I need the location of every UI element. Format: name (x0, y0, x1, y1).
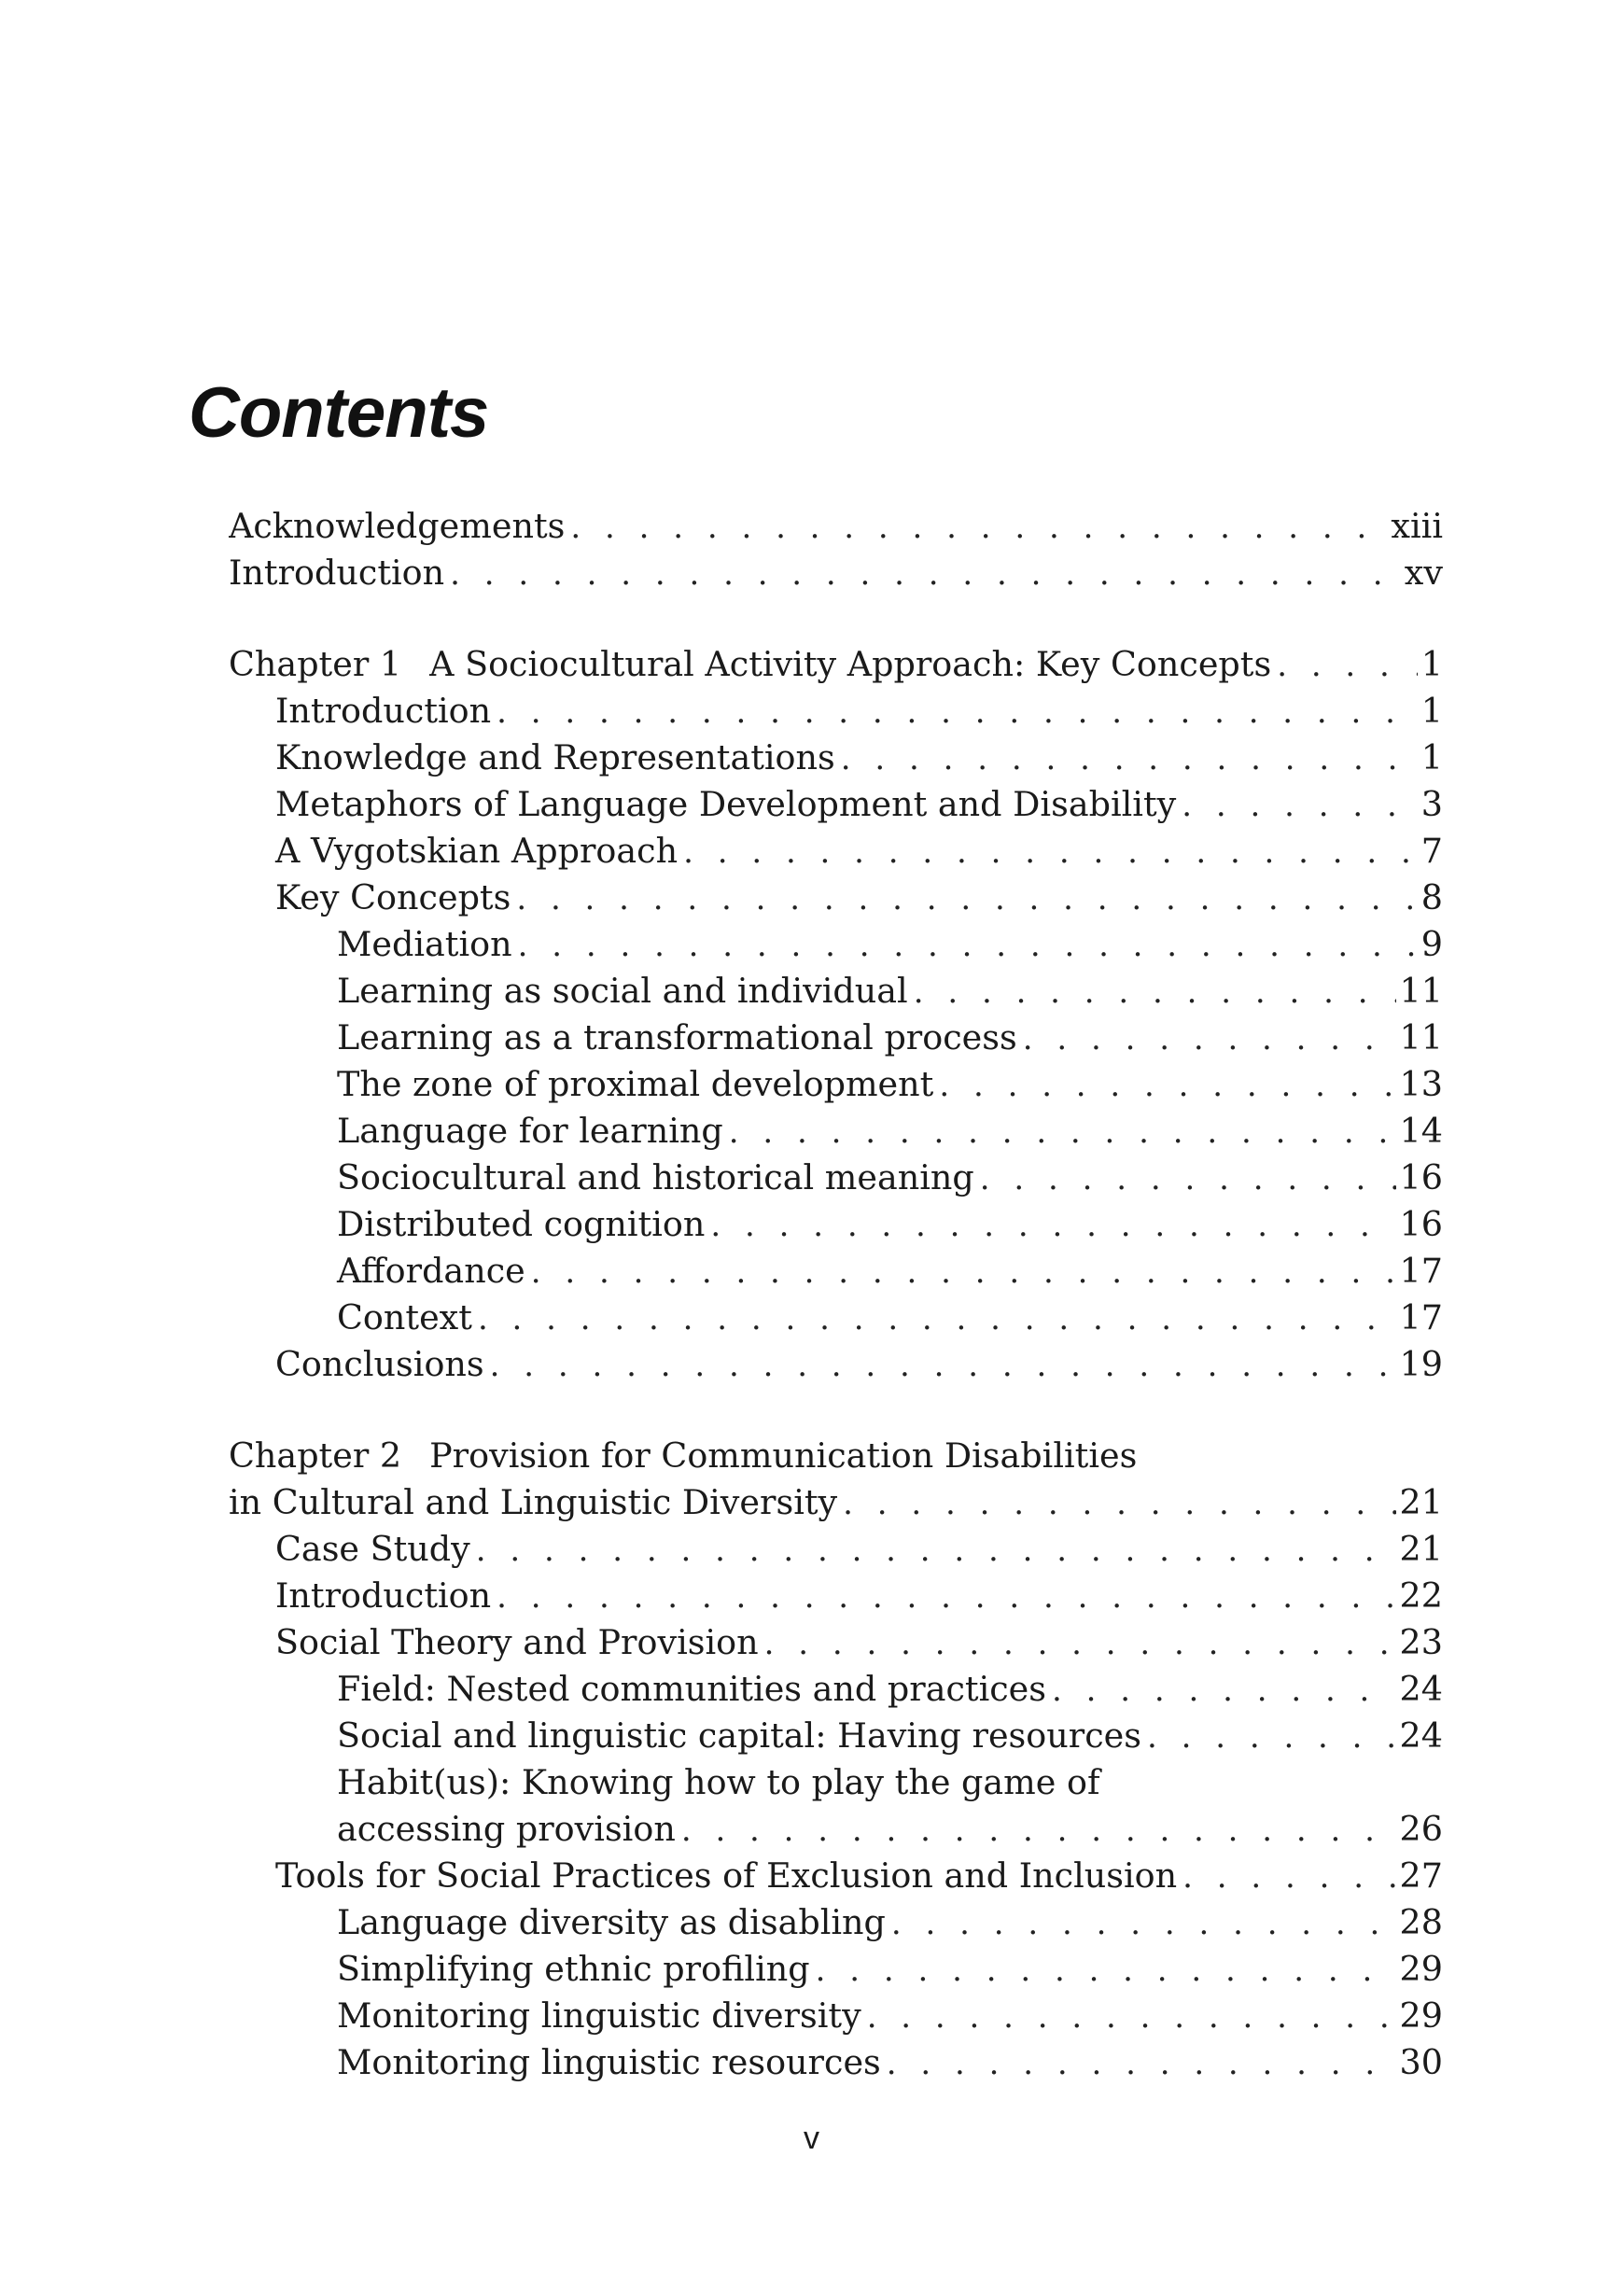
toc-entry-page: 29 (1399, 1995, 1443, 2036)
toc-entry-page: 1 (1420, 644, 1443, 684)
toc-entry-page: 21 (1399, 1482, 1443, 1522)
toc-entry-page: 3 (1420, 784, 1443, 824)
toc-entry-page: 29 (1399, 1949, 1443, 1989)
toc-entry[interactable] (229, 1713, 1443, 1759)
toc-entry[interactable] (229, 1899, 1443, 1946)
toc-entry[interactable] (229, 875, 1443, 921)
toc-entry-page: 1 (1420, 691, 1443, 731)
toc-entry-title: A Vygotskian Approach (275, 831, 679, 871)
toc-entry-page: 16 (1399, 1204, 1443, 1244)
toc-entry-title: Sociocultural and historical meaning (337, 1157, 974, 1197)
toc-entry-page: 26 (1399, 1809, 1443, 1849)
toc-entry-page: 11 (1399, 1017, 1443, 1057)
toc-entry-page: 21 (1399, 1529, 1443, 1569)
dot-leader (497, 1574, 1395, 1619)
toc-entry[interactable] (229, 1201, 1443, 1248)
toc-entry[interactable] (229, 735, 1443, 781)
toc-entry[interactable] (229, 1061, 1443, 1108)
toc-entry-title: Language diversity as disabling (337, 1902, 886, 1942)
toc-entry-title: Language for learning (337, 1111, 723, 1151)
dot-leader (914, 969, 1396, 1015)
dot-leader (980, 1155, 1396, 1201)
toc-entry[interactable] (229, 1619, 1443, 1666)
toc-entry[interactable] (229, 968, 1443, 1015)
toc-entry[interactable] (229, 1759, 1443, 1806)
toc-entry-page: 14 (1399, 1111, 1443, 1151)
toc-entry-title: Learning as social and individual (337, 971, 908, 1011)
dot-leader (1277, 642, 1418, 688)
page-title: Contents (189, 373, 489, 453)
dot-leader (891, 1900, 1396, 1946)
table-of-contents (229, 503, 1443, 2086)
toc-chapter-entry[interactable] (229, 641, 1443, 688)
toc-entry-title: Monitoring linguistic diversity (337, 1995, 861, 2036)
dot-leader (531, 1249, 1396, 1295)
toc-entry-continuation[interactable] (229, 1806, 1443, 1853)
toc-entry-title: Social and linguistic capital: Having resources (337, 1715, 1141, 1756)
toc-entry-page: 11 (1399, 971, 1443, 1011)
toc-chapter-entry[interactable] (229, 1433, 1443, 1479)
toc-entry-title: Acknowledgements (229, 506, 566, 546)
toc-entry-page: 13 (1399, 1064, 1443, 1104)
toc-entry-page: 1 (1420, 737, 1443, 777)
toc-entry-page: 8 (1420, 877, 1443, 917)
dot-leader (1182, 782, 1418, 828)
dot-leader (710, 1202, 1395, 1248)
toc-entry[interactable] (229, 828, 1443, 875)
dot-leader (729, 1109, 1396, 1155)
toc-entry-title: Case Study (275, 1529, 470, 1569)
toc-entry-title: Knowledge and Representations (275, 737, 835, 777)
dot-leader (887, 2040, 1396, 2086)
toc-entry[interactable] (229, 1573, 1443, 1619)
toc-entry-page: 28 (1399, 1902, 1443, 1942)
toc-entry-page: 30 (1399, 2042, 1443, 2082)
toc-entry-title: Mediation (337, 924, 512, 964)
dot-leader (478, 1295, 1396, 1341)
toc-entry[interactable] (229, 688, 1443, 735)
dot-leader (1052, 1667, 1396, 1713)
toc-entry-title: Learning as a transformational process (337, 1017, 1017, 1057)
toc-entry-page: 23 (1399, 1622, 1443, 1662)
toc-entry-title: Conclusions (275, 1344, 484, 1384)
chapter-number: Chapter 2 (229, 1435, 402, 1476)
toc-entry[interactable] (229, 1155, 1443, 1201)
toc-entry-title: Context (337, 1297, 472, 1337)
page-number: v (804, 2121, 819, 2156)
toc-entry-page: 9 (1420, 924, 1443, 964)
dot-leader (450, 551, 1401, 596)
dot-leader (764, 1620, 1396, 1666)
toc-entry-page: 24 (1399, 1715, 1443, 1756)
chapter-number: Chapter 1 (229, 644, 402, 684)
toc-entry-page: 27 (1399, 1855, 1443, 1896)
toc-entry-title: Monitoring linguistic resources (337, 2042, 881, 2082)
toc-entry-title: in Cultural and Linguistic Diversity (229, 1482, 838, 1522)
toc-entry[interactable] (229, 1108, 1443, 1155)
dot-leader (867, 1994, 1396, 2039)
toc-entry[interactable] (229, 2039, 1443, 2086)
toc-entry-page: 16 (1399, 1157, 1443, 1197)
toc-entry[interactable] (229, 1526, 1443, 1573)
dot-leader (816, 1947, 1396, 1993)
toc-entry-page: 7 (1420, 831, 1443, 871)
dot-leader (1023, 1015, 1396, 1061)
toc-entry-title: A Sociocultural Activity Approach: Key Concepts (429, 644, 1272, 684)
toc-entry-title: Simplifying ethnic profiling (337, 1949, 810, 1989)
dot-leader (570, 504, 1387, 550)
toc-entry[interactable] (229, 550, 1443, 596)
toc-entry-title: Habit(us): Knowing how to play the game of (337, 1762, 1100, 1802)
dot-leader (1147, 1714, 1396, 1759)
toc-entry-title: Provision for Communication Disabilities (429, 1435, 1138, 1476)
dot-leader (939, 1062, 1395, 1108)
dot-leader (841, 735, 1418, 781)
toc-entry[interactable] (229, 781, 1443, 828)
toc-entry[interactable] (229, 1666, 1443, 1713)
toc-entry[interactable] (229, 503, 1443, 550)
dot-leader (516, 875, 1417, 921)
toc-entry-page: 17 (1399, 1251, 1443, 1291)
dot-leader (681, 1807, 1396, 1853)
toc-entry-title: accessing provision (337, 1809, 676, 1849)
toc-entry[interactable] (229, 1015, 1443, 1061)
toc-entry-page: 24 (1399, 1669, 1443, 1709)
toc-entry-page: 17 (1399, 1297, 1443, 1337)
toc-entry[interactable] (229, 1993, 1443, 2039)
toc-entry[interactable] (229, 921, 1443, 968)
dot-leader (518, 922, 1418, 968)
dot-leader (497, 689, 1418, 735)
toc-entry[interactable] (229, 1248, 1443, 1295)
toc-entry-title: Introduction (229, 553, 445, 593)
toc-entry-page: xiii (1391, 506, 1443, 546)
toc-entry-title: Social Theory and Provision (275, 1622, 759, 1662)
toc-entry-title: Affordance (337, 1251, 525, 1291)
toc-entry-continuation[interactable] (229, 1479, 1443, 1526)
toc-entry-title: Tools for Social Practices of Exclusion and Inclusion (275, 1855, 1178, 1896)
dot-leader (1182, 1854, 1395, 1899)
toc-entry[interactable] (229, 1946, 1443, 1993)
toc-entry-title: Introduction (275, 691, 492, 731)
toc-entry-page: 22 (1399, 1575, 1443, 1616)
dot-leader (476, 1527, 1396, 1573)
toc-entry-title: Introduction (275, 1575, 492, 1616)
toc-entry-title: Key Concepts (275, 877, 511, 917)
toc-entry-page: xv (1404, 553, 1443, 593)
dot-leader (843, 1480, 1395, 1526)
toc-entry[interactable] (229, 1295, 1443, 1341)
toc-entry[interactable] (229, 1853, 1443, 1899)
toc-entry-title: The zone of proximal development (337, 1064, 934, 1104)
toc-entry-title: Metaphors of Language Development and Disability (275, 784, 1177, 824)
toc-entry-page: 19 (1399, 1344, 1443, 1384)
toc-entry-title: Distributed cognition (337, 1204, 706, 1244)
toc-entry-title: Field: Nested communities and practices (337, 1669, 1047, 1709)
toc-entry[interactable] (229, 1341, 1443, 1388)
dot-leader (683, 829, 1418, 875)
dot-leader (490, 1342, 1396, 1388)
